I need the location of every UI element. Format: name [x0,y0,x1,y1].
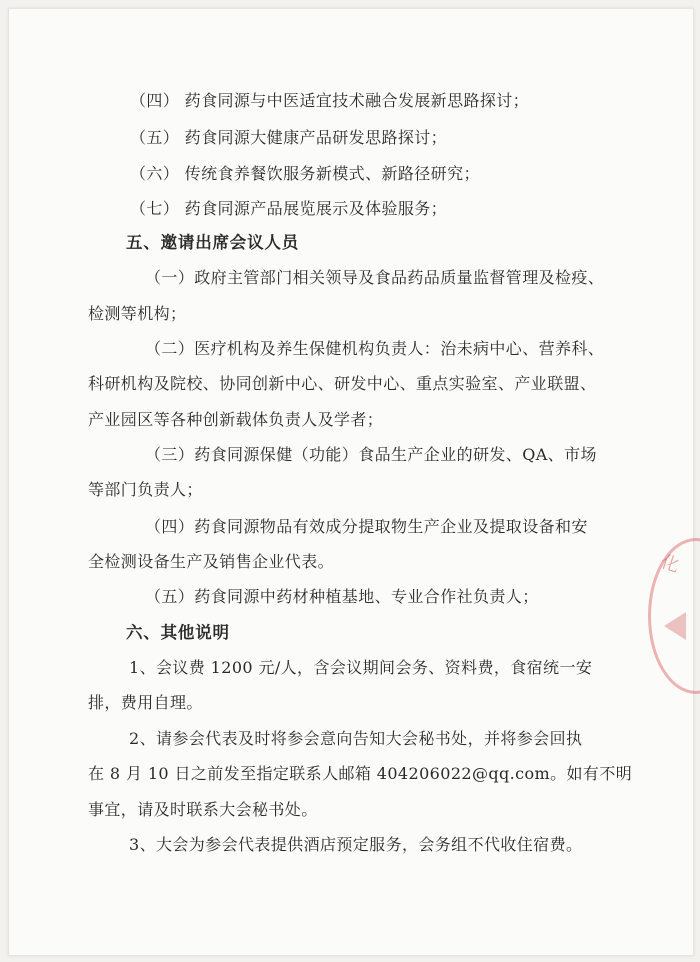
invitee-item-5: （五）药食同源中药材种植基地、专业合作社负责人； [145,587,539,606]
topic-item-4: （四） 药食同源与中医适宜技术融合发展新思路探讨； [130,91,530,110]
section-heading-other: 六、其他说明 [126,623,230,642]
note-2-line2: 在 8 月 10 日之前发至指定联系人邮箱 404206022@qq.com。如有不明 [88,764,633,783]
section-heading-invitees: 五、邀请出席会议人员 [126,233,299,252]
red-seal-mark [664,612,686,640]
topic-item-7: （七） 药食同源产品展览展示及体验服务； [130,199,448,218]
note-3: 3、大会为参会代表提供酒店预定服务，会务组不代收住宿费。 [129,835,583,854]
invitee-item-2-line2: 科研机构及院校、协同创新中心、研发中心、重点实验室、产业联盟、 [88,374,597,393]
invitee-item-4-line1: （四）药食同源物品有效成分提取物生产企业及提取设备和安 [145,517,588,536]
invitee-item-2-line3: 产业园区等各种创新载体负责人及学者； [88,410,384,429]
note-1-line2: 排，费用自理。 [88,693,203,712]
invitee-item-1-line1: （一）政府主管部门相关领导及食品药品质量监督管理及检疫、 [145,268,605,287]
red-seal-text: 化 [658,551,682,577]
note-2-line3: 事宜，请及时联系大会秘书处。 [88,800,318,819]
invitee-item-3-line2: 等部门负责人； [88,480,203,499]
topic-item-5: （五） 药食同源大健康产品研发思路探讨； [130,128,448,147]
invitee-item-4-line2: 全检测设备生产及销售企业代表。 [88,552,335,571]
invitee-item-2-line1: （二）医疗机构及养生保健机构负责人：治未病中心、营养科、 [145,339,605,358]
topic-item-6: （六） 传统食养餐饮服务新模式、新路径研究； [130,164,480,183]
note-2-line1: 2、请参会代表及时将参会意向告知大会秘书处，并将参会回执 [129,729,583,748]
invitee-item-3-line1: （三）药食同源保健（功能）食品生产企业的研发、QA、市场 [145,445,597,464]
invitee-item-1-line2: 检测等机构； [88,304,187,323]
note-1-line1: 1、会议费 1200 元/人，含会议期间会务、资料费，食宿统一安 [129,658,593,677]
